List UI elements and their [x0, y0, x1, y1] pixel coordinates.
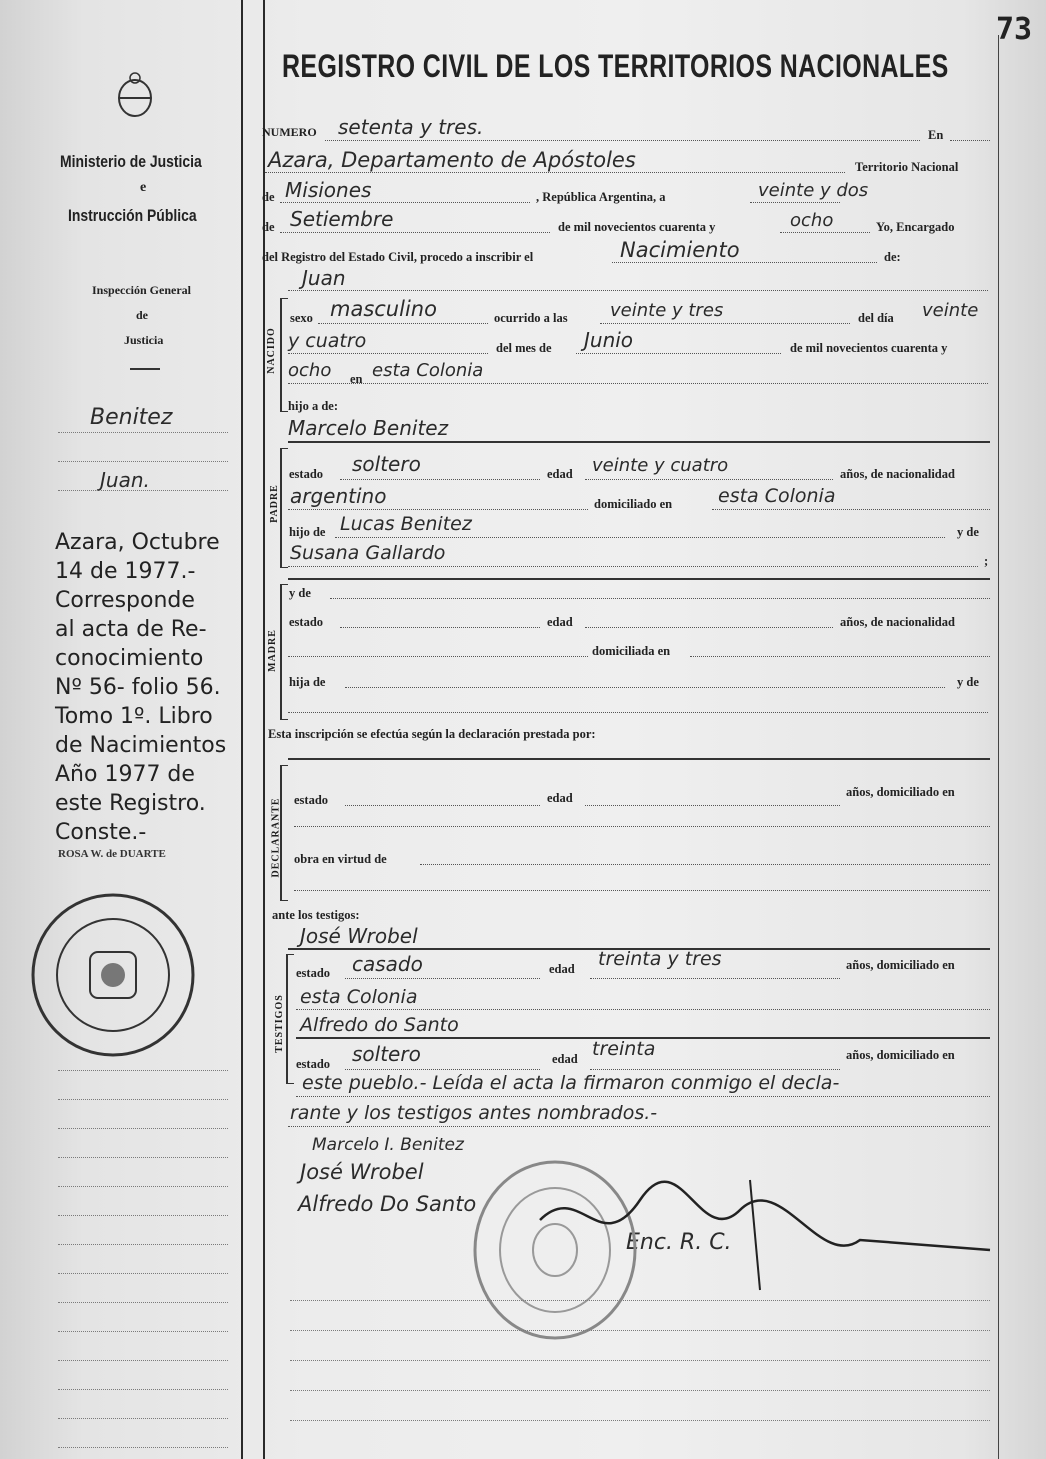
anios-domiciliado-label: años, domiciliado en	[846, 958, 955, 972]
ruled-line	[58, 1389, 228, 1390]
ministry-line-3: Instrucción Pública	[68, 206, 197, 225]
field-line	[288, 383, 988, 384]
section-label-madre: MADRE	[266, 629, 278, 672]
ruled-line	[58, 1215, 228, 1216]
estado-label: estado	[294, 793, 329, 807]
ruled-line	[58, 1273, 228, 1274]
field-line	[750, 202, 840, 203]
witness-2-age: treinta	[592, 1038, 656, 1060]
y-de-label: y de	[957, 675, 979, 689]
field-line	[288, 758, 990, 760]
ruled-line	[58, 1447, 228, 1448]
signature-witness-1: José Wrobel	[300, 1160, 424, 1184]
ruled-line	[58, 1157, 228, 1158]
ruled-line	[58, 432, 228, 433]
margin-note-line: conocimiento	[55, 646, 204, 671]
field-line	[288, 353, 488, 354]
obra-label: obra en virtud de	[294, 852, 387, 866]
y-de-label: y de	[289, 586, 311, 600]
anios-domiciliado-label: años, domiciliado en	[846, 785, 955, 799]
hija-de-label: hija de	[289, 675, 326, 689]
signature-flourish-icon	[520, 1160, 1000, 1300]
estado-label: estado	[289, 467, 324, 481]
ocurrido-label: ocurrido a las	[494, 311, 568, 325]
paternal-grandmother-value: Susana Gallardo	[290, 542, 446, 564]
field-line	[340, 627, 540, 628]
witness-1-status: casado	[352, 952, 423, 976]
estado-label: estado	[296, 1057, 331, 1071]
edad-label: edad	[547, 791, 573, 805]
field-line	[612, 262, 877, 263]
father-address-value: esta Colonia	[718, 485, 836, 507]
ruled-line	[290, 1390, 990, 1391]
field-line	[265, 172, 845, 173]
del-dia-label: del día	[858, 311, 894, 325]
domiciliada-label: domiciliada en	[592, 644, 671, 658]
de-colon-label: de:	[884, 250, 901, 264]
ruled-line	[58, 461, 228, 462]
year-value: ocho	[790, 210, 834, 231]
inspection-line-3: Justicia	[124, 333, 164, 347]
ruled-line	[58, 490, 228, 491]
margin-note-line: Corresponde	[55, 588, 195, 613]
field-line	[585, 805, 840, 806]
en-label: en	[350, 372, 363, 386]
field-line	[280, 202, 530, 203]
margin-note-line: al acta de Re-	[55, 617, 207, 642]
margin-note-line: Azara, Octubre	[55, 530, 220, 555]
ministry-line-1: Ministerio de Justicia	[60, 152, 202, 171]
testigos-intro-label: ante los testigos:	[272, 908, 360, 922]
de-label: de	[262, 190, 275, 204]
edad-label: edad	[547, 467, 573, 481]
margin-note-line: Año 1977 de	[55, 762, 195, 787]
page-number: 73	[996, 12, 1033, 47]
field-line	[325, 140, 920, 141]
coat-of-arms-icon	[110, 70, 160, 120]
field-line	[288, 712, 988, 713]
del-mes-label: del mes de	[496, 341, 552, 355]
field-line	[780, 232, 870, 233]
numero-value: setenta y tres.	[338, 115, 484, 139]
field-line	[590, 978, 840, 979]
day-value: veinte y dos	[758, 180, 869, 201]
ruled-line	[58, 1360, 228, 1361]
margin-border	[263, 0, 265, 1459]
ruled-line	[58, 1244, 228, 1245]
territory-value: Misiones	[285, 178, 372, 202]
edad-label: edad	[547, 615, 573, 629]
field-line	[345, 687, 945, 688]
field-line	[420, 864, 990, 865]
edad-label: edad	[552, 1052, 578, 1066]
margin-note-line: Conste.-	[55, 820, 147, 845]
field-line	[590, 1069, 840, 1070]
birth-day-value-1: veinte	[922, 300, 979, 321]
ruled-line	[290, 1420, 990, 1421]
section-bracket	[280, 298, 288, 412]
anios-domiciliado-label: años, domiciliado en	[846, 1048, 955, 1062]
territorio-label: Territorio Nacional	[855, 160, 959, 174]
father-status-value: soltero	[352, 452, 421, 476]
section-bracket	[280, 584, 288, 720]
semicolon: ;	[984, 554, 989, 568]
field-line	[294, 826, 990, 827]
mil-label: de mil novecientos cuarenta y	[558, 220, 716, 234]
field-line	[712, 509, 990, 510]
father-name-value: Marcelo Benitez	[288, 416, 449, 440]
ruled-line	[58, 1331, 228, 1332]
field-line	[288, 566, 978, 567]
margin-border	[241, 0, 243, 1459]
child-name-value: Juan	[302, 266, 346, 290]
birth-year-value: ocho	[288, 360, 332, 381]
field-line	[288, 509, 588, 510]
section-label-declarante: DECLARANTE	[270, 797, 282, 878]
margin-note-line: este Registro.	[55, 791, 206, 816]
field-line	[585, 627, 833, 628]
field-line	[318, 323, 488, 324]
field-line	[288, 1126, 990, 1127]
margin-given-name: Juan.	[100, 468, 150, 492]
month-value: Setiembre	[290, 207, 394, 231]
yo-label: Yo, Encargado	[876, 220, 955, 234]
field-line	[345, 805, 540, 806]
father-age-value: veinte y cuatro	[592, 455, 729, 476]
birth-place-value: esta Colonia	[372, 360, 484, 381]
divider	[130, 368, 160, 370]
ruled-line	[58, 1099, 228, 1100]
field-line	[296, 1096, 990, 1097]
signature-registrar: Enc. R. C.	[626, 1230, 732, 1255]
y-de-label: y de	[957, 525, 979, 539]
inspection-line-1: Inspección General	[92, 283, 191, 297]
sex-value: masculino	[330, 297, 437, 321]
edad-label: edad	[549, 962, 575, 976]
act-type-value: Nacimiento	[620, 238, 740, 262]
birth-month-value: Junio	[584, 328, 634, 352]
field-line	[950, 140, 990, 141]
declaration-label: Esta inscripción se efectúa según la declaración prestada por:	[268, 727, 596, 741]
paternal-grandfather-value: Lucas Benitez	[340, 513, 472, 535]
witness-1-age: treinta y tres	[598, 948, 722, 970]
field-line	[585, 479, 833, 480]
hijo-de-label: hijo de	[289, 525, 326, 539]
en-label: En	[928, 128, 944, 142]
section-label-padre: PADRE	[268, 484, 280, 523]
field-line	[340, 479, 540, 480]
father-nationality-value: argentino	[290, 484, 387, 508]
field-line	[280, 232, 550, 233]
field-line	[576, 353, 781, 354]
witness-2-status: soltero	[352, 1042, 421, 1066]
de-label: de	[262, 220, 275, 234]
margin-note-line: 14 de 1977.-	[55, 559, 196, 584]
locality-value: Azara, Departamento de Apóstoles	[268, 148, 636, 172]
ruled-line	[290, 1300, 990, 1301]
ruled-line	[58, 1302, 228, 1303]
ruled-line	[58, 1070, 228, 1071]
section-label-nacido: NACIDO	[265, 327, 277, 374]
witness-2-name: Alfredo do Santo	[300, 1014, 459, 1036]
anios-nacionalidad-label: años, de nacionalidad	[840, 467, 955, 481]
witness-1-name: José Wrobel	[300, 924, 418, 948]
official-seal-icon	[28, 890, 198, 1060]
section-bracket	[286, 954, 294, 1084]
field-line	[330, 598, 990, 599]
field-line	[335, 537, 945, 538]
witness-1-address: esta Colonia	[300, 986, 418, 1008]
ruled-line	[58, 1186, 228, 1187]
ruled-line	[290, 1330, 990, 1331]
birth-day-value-2: y cuatro	[288, 330, 367, 352]
ruled-line	[290, 1360, 990, 1361]
closing-statement-line-1: este pueblo.- Leída el acta la firmaron conmigo el decla-	[302, 1072, 840, 1094]
republica-label: , República Argentina, a	[536, 190, 666, 204]
numero-label: NUMERO	[262, 125, 317, 139]
sexo-label: sexo	[290, 311, 313, 325]
margin-note-line: Nº 56- folio 56.	[55, 675, 221, 700]
mil-cuarenta-label: de mil novecientos cuarenta y	[790, 341, 948, 355]
closing-statement-line-2: rante y los testigos antes nombrados.-	[290, 1102, 658, 1124]
margin-note-line: de Nacimientos	[55, 733, 227, 758]
inspection-line-2: de	[136, 308, 148, 322]
field-line	[288, 441, 990, 443]
hour-value: veinte y tres	[610, 300, 724, 321]
field-line	[600, 323, 850, 324]
estado-label: estado	[289, 615, 324, 629]
margin-surname: Benitez	[90, 405, 173, 430]
domiciliado-label: domiciliado en	[594, 497, 673, 511]
margin-stamp-text: ROSA W. de DUARTE	[58, 848, 166, 860]
field-line	[345, 1069, 540, 1070]
hijo-label: hijo a de:	[288, 399, 338, 413]
section-label-testigos: TESTIGOS	[273, 994, 285, 1053]
estado-label: estado	[296, 966, 331, 980]
margin-note-line: Tomo 1º. Libro	[55, 704, 213, 729]
signature-witness-2: Alfredo Do Santo	[298, 1192, 477, 1216]
field-line	[288, 578, 990, 580]
signature-father: Marcelo I. Benitez	[312, 1135, 464, 1155]
document-title: REGISTRO CIVIL DE LOS TERRITORIOS NACIONALES	[282, 48, 949, 84]
ruled-line	[58, 1128, 228, 1129]
ruled-line	[58, 1418, 228, 1419]
field-line	[288, 656, 588, 657]
field-line	[690, 656, 990, 657]
field-line	[288, 290, 988, 291]
section-bracket	[280, 448, 288, 568]
field-line	[294, 890, 990, 891]
registro-label: del Registro del Estado Civil, procedo a inscribir el	[262, 250, 534, 264]
field-line	[345, 978, 540, 979]
field-line	[296, 1009, 990, 1010]
ministry-line-2: e	[140, 180, 147, 195]
anios-nacionalidad-label: años, de nacionalidad	[840, 615, 955, 629]
